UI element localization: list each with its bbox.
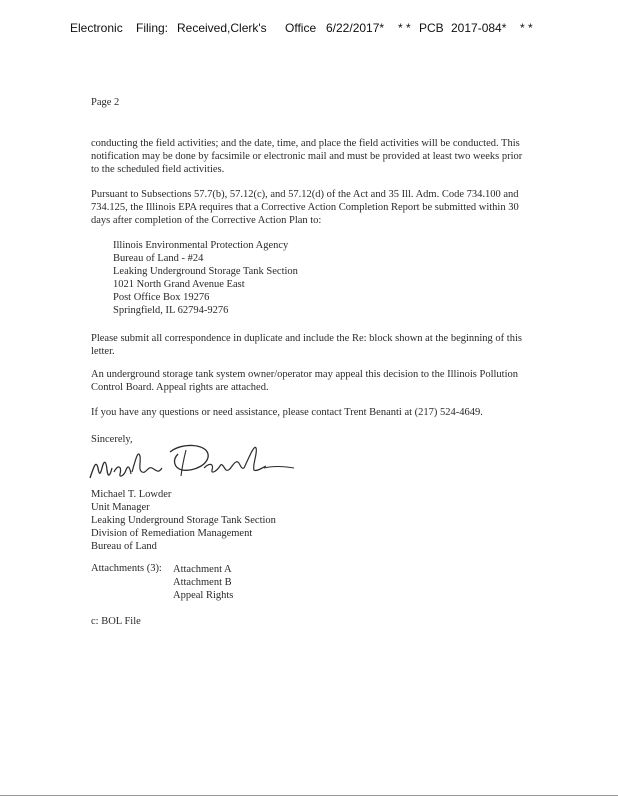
signer-title: Unit Manager bbox=[91, 502, 150, 513]
attachment-item: Appeal Rights bbox=[173, 590, 234, 601]
address-line: Springfield, IL 62794-9276 bbox=[113, 305, 229, 316]
header-docket: 2017-084* bbox=[451, 21, 507, 35]
paragraph-field-activities: conducting the field activities; and the date, time, and place the field activities will be conducted. This notification may be done by facsimile or electronic mail and must be provided at least two weeks prior to the scheduled field activities. bbox=[91, 138, 523, 175]
attachment-item: Attachment A bbox=[173, 564, 232, 575]
page-number: Page 2 bbox=[91, 97, 120, 108]
handwritten-signature bbox=[86, 438, 296, 486]
address-line: 1021 North Grand Avenue East bbox=[113, 279, 245, 290]
attachment-item: Attachment B bbox=[173, 577, 232, 588]
header-date: 6/22/2017* bbox=[326, 21, 385, 35]
page-bottom-edge bbox=[0, 795, 618, 796]
header-received: Received,Clerk's bbox=[177, 21, 267, 35]
signer-bureau: Bureau of Land bbox=[91, 541, 157, 552]
address-line: Leaking Underground Storage Tank Section bbox=[113, 266, 298, 277]
paragraph-completion-report: Pursuant to Subsections 57.7(b), 57.12(c), and 57.12(d) of the Act and 35 Ill. Adm. Code 734.100 and 734.125, the Illinois EPA requires that a Corrective Action Completion Report be submitted within 30 days after completion of the Corrective Action Plan to: bbox=[91, 189, 519, 226]
paragraph-appeal: An underground storage tank system owner/operator may appeal this decision to the Illinois Pollution Control Board. Appeal rights are attached. bbox=[91, 369, 519, 393]
address-line: Post Office Box 19276 bbox=[113, 292, 210, 303]
header-stars-1: * * bbox=[398, 21, 411, 35]
header-stars-2: * * bbox=[520, 21, 533, 35]
attachments-label: Attachments (3): bbox=[91, 563, 162, 574]
closing-salutation: Sincerely, bbox=[91, 434, 133, 445]
header-office: Office bbox=[285, 21, 317, 35]
signer-block bbox=[91, 488, 531, 553]
header-pcb: PCB bbox=[419, 21, 444, 35]
cc-line: c: BOL File bbox=[91, 616, 141, 627]
paragraph-submit-duplicate: Please submit all correspondence in duplicate and include the Re: block shown at the beginning of this letter. bbox=[91, 333, 522, 357]
paragraph-contact: If you have any questions or need assistance, please contact Trent Benanti at (217) 524-4649. bbox=[91, 407, 483, 418]
signer-section: Leaking Underground Storage Tank Section bbox=[91, 515, 276, 526]
mailing-address bbox=[113, 239, 298, 317]
signer-division: Division of Remediation Management bbox=[91, 528, 253, 539]
header-filing: Filing: bbox=[136, 21, 169, 35]
signer-name: Michael T. Lowder bbox=[91, 489, 172, 500]
address-line: Bureau of Land - #24 bbox=[113, 253, 204, 264]
header-electronic: Electronic bbox=[70, 21, 123, 35]
attachments-list bbox=[173, 563, 233, 602]
address-line: Illinois Environmental Protection Agency bbox=[113, 240, 289, 251]
